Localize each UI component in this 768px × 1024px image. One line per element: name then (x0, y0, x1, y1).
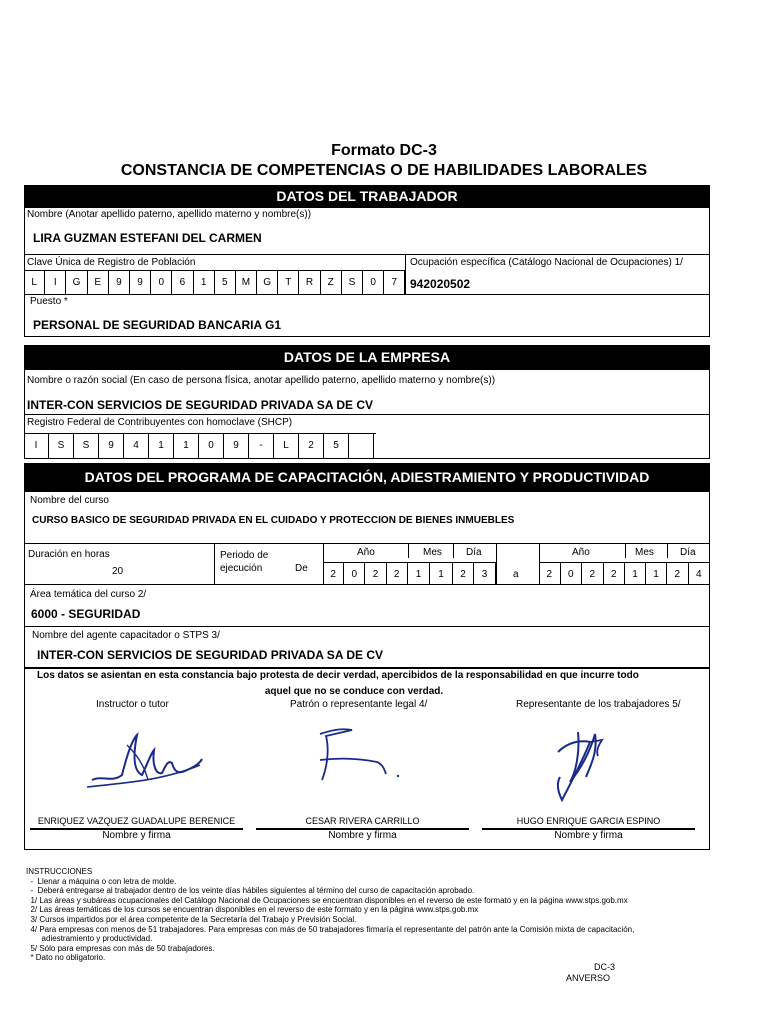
divider (24, 543, 710, 544)
instruction-line: * Dato no obligatorio. (26, 953, 106, 963)
instructor-caption: Nombre y firma (102, 830, 171, 841)
position-label: Puesto * (30, 296, 68, 307)
char-cell: G (257, 271, 278, 294)
char-cell: 6 (172, 271, 193, 294)
divider (24, 254, 710, 255)
divider (408, 543, 409, 558)
divider (667, 543, 668, 558)
agent-label: Nombre del agente capacitador o STPS 3/ (32, 630, 220, 641)
divider (24, 626, 710, 627)
divider (625, 543, 626, 558)
char-cell: Z (321, 271, 342, 294)
instruction-line: 5/ Sólo para empresas con más de 50 trabajadores. (26, 943, 215, 953)
char-cell: 0 (199, 434, 224, 458)
char-cell: L (274, 434, 299, 458)
char-cell: I (24, 434, 49, 458)
char-cell: 9 (224, 434, 249, 458)
declaration-line-1: Los datos se asientan en esta constancia bajo protesta de decir verdad, apercibidos de la responsabilidad en que incurre todo (37, 670, 639, 681)
employer-signature (312, 722, 412, 792)
agent-value: INTER-CON SERVICIOS DE SEGURIDAD PRIVADA SA DE CV (37, 648, 384, 662)
char-cell: 9 (109, 271, 130, 294)
divider (453, 543, 454, 558)
curp-label: Clave Única de Registro de Población (27, 257, 196, 268)
char-cell: - (249, 434, 274, 458)
instructor-signature (82, 725, 212, 795)
date-digit-cell: 3 (474, 562, 496, 584)
char-cell: 0 (151, 271, 172, 294)
program-section-header: DATOS DEL PROGRAMA DE CAPACITACIÓN, ADIESTRAMIENTO Y PRODUCTIVIDAD (24, 463, 710, 491)
end-month-label: Mes (635, 547, 654, 558)
char-cell: S (49, 434, 74, 458)
date-digit-cell: 2 (582, 562, 604, 584)
format-title: Formato DC-3 (331, 142, 437, 159)
instruction-line: 3/ Cursos impartidos por el área competente de la Secretaría del Trabajo y Previsión Social. (26, 914, 357, 924)
date-digit-cell: 2 (604, 562, 626, 584)
company-section-header: DATOS DE LA EMPRESA (24, 345, 710, 369)
divider (24, 414, 710, 415)
instruction-line: adiestramiento y productividad. (26, 934, 153, 944)
char-cell: 0 (363, 271, 384, 294)
area-value: 6000 - SEGURIDAD (31, 607, 141, 621)
char-cell: 1 (174, 434, 199, 458)
period-label-2: ejecución (220, 563, 263, 574)
instructions (26, 867, 726, 963)
char-cell: 1 (194, 271, 215, 294)
instructor-name: ENRIQUEZ VAZQUEZ GUADALUPE BERENICE (37, 816, 236, 826)
char-cell: 1 (149, 434, 174, 458)
declaration-line-2: aquel que no se conduce con verdad. (264, 686, 444, 697)
char-cell: 7 (384, 271, 405, 294)
date-digit-cell: 0 (561, 562, 583, 584)
workers-rep-caption: Nombre y firma (554, 830, 623, 841)
char-cell: I (45, 271, 66, 294)
start-date-cells (323, 562, 496, 584)
divider (214, 543, 215, 584)
divider (24, 584, 710, 585)
start-month-label: Mes (423, 547, 442, 558)
char-cell: 9 (130, 271, 151, 294)
end-day-label: Día (680, 547, 696, 558)
date-digit-cell: 1 (408, 562, 431, 584)
instruction-line: 2/ Las áreas temáticas de los cursos se encuentran disponibles en el reverso de este formato y en la página www.stps.gob.mx (26, 905, 479, 915)
char-cell: E (88, 271, 109, 294)
workers-rep-label: Representante de los trabajadores 5/ (516, 699, 681, 710)
footer-code: DC-3 (594, 962, 616, 972)
worker-name-value: LIRA GUZMAN ESTEFANI DEL CARMEN (33, 231, 262, 245)
workers-rep-signature (540, 722, 620, 807)
employer-label: Patrón o representante legal 4/ (290, 699, 428, 710)
worker-section-header: DATOS DEL TRABAJADOR (24, 185, 710, 207)
instructor-label: Instructor o tutor (96, 699, 169, 710)
employer-name: CESAR RIVERA CARRILLO (305, 816, 420, 826)
course-label: Nombre del curso (30, 495, 109, 506)
area-label: Área temática del curso 2/ (30, 589, 147, 600)
date-digit-cell: 4 (689, 562, 711, 584)
char-cell: 5 (215, 271, 236, 294)
date-digit-cell: 2 (387, 562, 408, 584)
duration-value: 20 (112, 566, 124, 577)
char-cell: S (74, 434, 99, 458)
end-year-label: Año (572, 547, 590, 558)
char-cell: L (24, 271, 45, 294)
end-date-cells (539, 562, 710, 584)
curp-cells (24, 271, 405, 294)
char-cell: 5 (324, 434, 349, 458)
char-cell: 4 (124, 434, 149, 458)
char-cell: R (299, 271, 320, 294)
date-digit-cell: 2 (323, 562, 344, 584)
instruction-line: 4/ Para empresas con menos de 51 trabajadores. Para empresas con más de 50 trabajadores firmaría el representante del patrón ante la Comisión mixta de capacitación, (26, 924, 635, 934)
char-cell: G (66, 271, 87, 294)
company-name-label: Nombre o razón social (En caso de persona física, anotar apellido paterno, apellido materno y nombre(s)) (27, 375, 496, 386)
occupation-label: Ocupación específica (Catálogo Nacional de Ocupaciones) 1/ (410, 257, 683, 268)
period-label: Periodo de (220, 550, 269, 561)
instruction-line: - Deberá entregarse al trabajador dentro de los veinte días hábiles siguientes al término del curso de capacitación aprobado. (26, 886, 475, 896)
divider (24, 294, 710, 295)
date-digit-cell: 1 (625, 562, 646, 584)
from-label: De (295, 563, 308, 574)
company-name-value: INTER-CON SERVICIOS DE SEGURIDAD PRIVADA SA DE CV (27, 398, 374, 412)
date-digit-cell: 0 (344, 562, 365, 584)
char-cell: 9 (99, 434, 124, 458)
date-digit-cell: 2 (365, 562, 386, 584)
footer-side: ANVERSO (566, 973, 611, 983)
char-cell: M (236, 271, 257, 294)
duration-label: Duración en horas (28, 549, 110, 560)
start-year-label: Año (357, 547, 375, 558)
date-digit-cell: 1 (430, 562, 453, 584)
date-digit-cell: 2 (667, 562, 689, 584)
instructions-title: INSTRUCCIONES (26, 867, 93, 876)
to-label: a (513, 569, 519, 580)
document-title: CONSTANCIA DE COMPETENCIAS O DE HABILIDADES LABORALES (120, 162, 648, 179)
divider (496, 543, 497, 584)
start-day-label: Día (466, 547, 482, 558)
char-cell: S (342, 271, 363, 294)
date-digit-cell: 2 (539, 562, 561, 584)
date-digit-cell: 2 (453, 562, 475, 584)
worker-name-label: Nombre (Anotar apellido paterno, apellido materno y nombre(s)) (27, 209, 312, 220)
char-cell: 2 (299, 434, 324, 458)
occupation-value: 942020502 (410, 277, 471, 291)
position-value: PERSONAL DE SEGURIDAD BANCARIA G1 (33, 318, 282, 332)
rfc-label: Registro Federal de Contribuyentes con homoclave (SHCP) (27, 417, 293, 428)
rfc-cells (24, 434, 374, 458)
workers-rep-name: HUGO ENRIQUE GARCIA ESPINO (516, 816, 661, 826)
instruction-line: 1/ Las áreas y subáreas ocupacionales del Catálogo Nacional de Ocupaciones se encuentran disponibles en el reverso de este formato y en la página www.stps.gob.mx (26, 895, 628, 905)
employer-caption: Nombre y firma (328, 830, 397, 841)
char-cell (349, 434, 374, 458)
instruction-line: - Llenar a máquina o con letra de molde. (26, 876, 177, 886)
char-cell: T (278, 271, 299, 294)
course-value: CURSO BASICO DE SEGURIDAD PRIVADA EN EL CUIDADO Y PROTECCION DE BIENES INMUEBLES (32, 515, 515, 526)
date-digit-cell: 1 (646, 562, 667, 584)
